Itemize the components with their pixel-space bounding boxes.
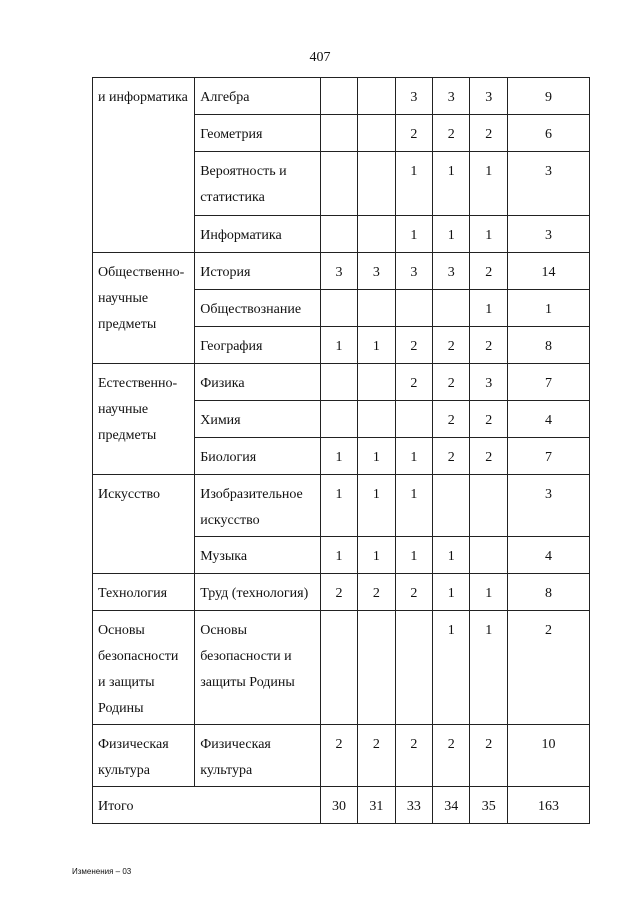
grade-6-hours: 1 [358, 327, 395, 364]
total-hours: 7 [507, 438, 589, 475]
subject-area-cell: Искусство [93, 475, 195, 574]
grade-8-hours: 2 [433, 115, 470, 152]
table-row [93, 364, 590, 401]
grade-6-hours [358, 152, 395, 216]
subject-area-cell: Естественно-научные предметы [93, 364, 195, 475]
grade-9-hours: 3 [470, 364, 507, 401]
grade-9-hours: 2 [470, 115, 507, 152]
subject-cell: География [195, 327, 321, 364]
grade-9-total: 35 [470, 787, 507, 824]
grade-7-hours: 1 [395, 216, 432, 253]
grade-7-hours: 2 [395, 327, 432, 364]
grade-9-hours: 2 [470, 327, 507, 364]
subject-area-cell: и информатика [93, 78, 195, 253]
grade-8-hours: 1 [433, 611, 470, 725]
grade-9-hours: 2 [470, 253, 507, 290]
total-hours: 1 [507, 290, 589, 327]
grade-5-hours: 2 [320, 725, 357, 787]
total-hours: 14 [507, 253, 589, 290]
grade-8-hours [433, 475, 470, 537]
grade-6-hours: 3 [358, 253, 395, 290]
grade-7-hours: 2 [395, 574, 432, 611]
table-row [93, 475, 590, 537]
grade-5-hours [320, 115, 357, 152]
table-row [93, 725, 590, 787]
subject-cell: Геометрия [195, 115, 321, 152]
footer-note: Изменения – 03 [72, 867, 132, 876]
total-hours: 8 [507, 574, 589, 611]
curriculum-table [92, 77, 590, 824]
grade-7-hours: 3 [395, 78, 432, 115]
grade-6-hours: 2 [358, 725, 395, 787]
grade-7-hours: 2 [395, 364, 432, 401]
subject-cell: Изобразительное искусство [195, 475, 321, 537]
grade-7-hours [395, 290, 432, 327]
grade-7-hours [395, 401, 432, 438]
subject-area-cell: Технология [93, 574, 195, 611]
total-hours: 10 [507, 725, 589, 787]
subject-cell: Основы безопасности и защиты Родины [195, 611, 321, 725]
grade-5-total: 30 [320, 787, 357, 824]
grade-6-hours [358, 78, 395, 115]
subject-area-cell: Основы безопасности и защиты Родины [93, 611, 195, 725]
grade-7-hours: 3 [395, 253, 432, 290]
grade-9-hours: 2 [470, 401, 507, 438]
grade-7-hours: 1 [395, 152, 432, 216]
table-row [93, 253, 590, 290]
total-label: Итого [93, 787, 321, 824]
grade-9-hours: 2 [470, 438, 507, 475]
grade-8-hours: 2 [433, 327, 470, 364]
grade-5-hours [320, 611, 357, 725]
grade-7-total: 33 [395, 787, 432, 824]
grade-5-hours [320, 152, 357, 216]
table-row [93, 574, 590, 611]
grade-9-hours [470, 475, 507, 537]
grade-5-hours [320, 78, 357, 115]
grade-9-hours: 1 [470, 152, 507, 216]
grade-8-hours: 2 [433, 364, 470, 401]
grade-8-hours: 1 [433, 574, 470, 611]
grade-6-hours: 1 [358, 438, 395, 475]
grade-6-hours [358, 216, 395, 253]
subject-cell: Информатика [195, 216, 321, 253]
grade-8-hours: 2 [433, 725, 470, 787]
grade-6-total: 31 [358, 787, 395, 824]
subject-cell: Физика [195, 364, 321, 401]
total-hours: 3 [507, 475, 589, 537]
subject-cell: Вероятность и статистика [195, 152, 321, 216]
total-hours: 3 [507, 216, 589, 253]
grade-5-hours [320, 216, 357, 253]
grade-6-hours [358, 364, 395, 401]
grade-6-hours [358, 401, 395, 438]
grade-5-hours: 1 [320, 438, 357, 475]
subject-cell: Обществознание [195, 290, 321, 327]
subject-cell: Алгебра [195, 78, 321, 115]
subject-cell: Труд (технология) [195, 574, 321, 611]
grade-6-hours [358, 115, 395, 152]
grade-8-hours [433, 290, 470, 327]
grade-7-hours: 1 [395, 475, 432, 537]
grade-5-hours: 3 [320, 253, 357, 290]
grade-9-hours: 1 [470, 290, 507, 327]
total-hours: 3 [507, 152, 589, 216]
grade-8-hours: 1 [433, 152, 470, 216]
grand-total: 163 [507, 787, 589, 824]
total-hours: 9 [507, 78, 589, 115]
grade-9-hours: 3 [470, 78, 507, 115]
grade-9-hours: 1 [470, 216, 507, 253]
grade-7-hours: 1 [395, 537, 432, 574]
grade-5-hours: 1 [320, 537, 357, 574]
grade-9-hours: 1 [470, 574, 507, 611]
grade-6-hours: 2 [358, 574, 395, 611]
subject-cell: Физическая культура [195, 725, 321, 787]
grade-8-hours: 1 [433, 216, 470, 253]
total-hours: 8 [507, 327, 589, 364]
subject-area-cell: Физическая культура [93, 725, 195, 787]
grade-6-hours [358, 611, 395, 725]
subject-cell: Биология [195, 438, 321, 475]
page-number: 407 [309, 50, 331, 65]
grade-9-hours: 1 [470, 611, 507, 725]
table-row [93, 611, 590, 725]
grade-5-hours: 2 [320, 574, 357, 611]
total-hours: 2 [507, 611, 589, 725]
total-row [93, 787, 590, 824]
grade-8-hours: 3 [433, 78, 470, 115]
grade-9-hours [470, 537, 507, 574]
subject-area-cell: Общественно-научные предметы [93, 253, 195, 364]
grade-6-hours: 1 [358, 475, 395, 537]
grade-5-hours: 1 [320, 327, 357, 364]
grade-6-hours: 1 [358, 537, 395, 574]
grade-8-hours: 3 [433, 253, 470, 290]
grade-8-total: 34 [433, 787, 470, 824]
subject-cell: История [195, 253, 321, 290]
grade-5-hours [320, 290, 357, 327]
grade-5-hours [320, 364, 357, 401]
subject-cell: Музыка [195, 537, 321, 574]
grade-7-hours: 2 [395, 725, 432, 787]
total-hours: 6 [507, 115, 589, 152]
total-hours: 4 [507, 537, 589, 574]
grade-5-hours: 1 [320, 475, 357, 537]
grade-6-hours [358, 290, 395, 327]
grade-8-hours: 1 [433, 537, 470, 574]
grade-9-hours: 2 [470, 725, 507, 787]
table-row [93, 78, 590, 115]
grade-7-hours: 1 [395, 438, 432, 475]
total-hours: 7 [507, 364, 589, 401]
subject-cell: Химия [195, 401, 321, 438]
grade-8-hours: 2 [433, 401, 470, 438]
grade-7-hours [395, 611, 432, 725]
grade-5-hours [320, 401, 357, 438]
grade-7-hours: 2 [395, 115, 432, 152]
total-hours: 4 [507, 401, 589, 438]
grade-8-hours: 2 [433, 438, 470, 475]
